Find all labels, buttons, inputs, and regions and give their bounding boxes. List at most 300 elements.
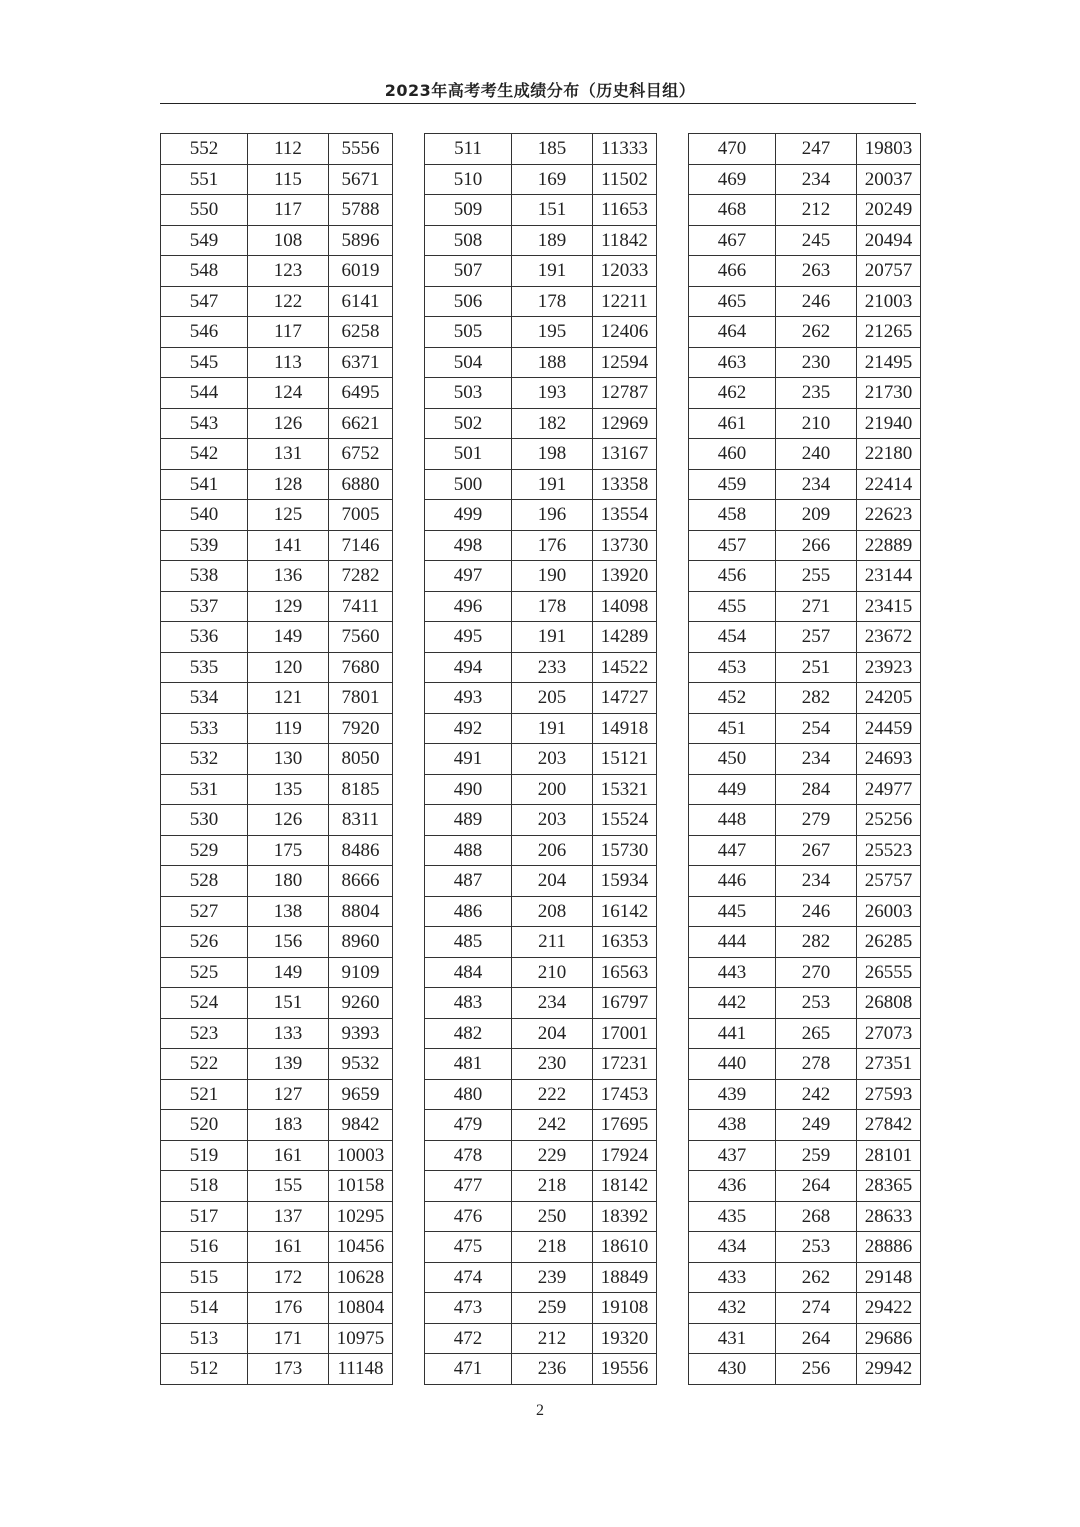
page-title: 2023年高考考生成绩分布（历史科目组） — [384, 81, 696, 100]
score-cell: 480 — [425, 1079, 512, 1110]
cumulative-cell: 7801 — [329, 683, 393, 714]
cumulative-cell: 22180 — [857, 439, 921, 470]
cumulative-cell: 18392 — [593, 1201, 657, 1232]
cumulative-cell: 16797 — [593, 988, 657, 1019]
score-cell: 449 — [689, 774, 776, 805]
cumulative-cell: 23923 — [857, 652, 921, 683]
score-cell: 432 — [689, 1293, 776, 1324]
cumulative-cell: 21003 — [857, 286, 921, 317]
cumulative-cell: 13920 — [593, 561, 657, 592]
score-cell: 534 — [161, 683, 248, 714]
score-cell: 478 — [425, 1140, 512, 1171]
count-cell: 191 — [512, 713, 593, 744]
count-cell: 209 — [776, 500, 857, 531]
score-cell: 469 — [689, 164, 776, 195]
cumulative-cell: 28633 — [857, 1201, 921, 1232]
count-cell: 178 — [512, 591, 593, 622]
count-cell: 242 — [512, 1110, 593, 1141]
cumulative-cell: 15121 — [593, 744, 657, 775]
table-row — [161, 561, 393, 592]
score-cell: 524 — [161, 988, 248, 1019]
count-cell: 259 — [512, 1293, 593, 1324]
table-row — [689, 1201, 921, 1232]
table-row — [161, 164, 393, 195]
score-cell: 511 — [425, 134, 512, 165]
cumulative-cell: 13167 — [593, 439, 657, 470]
cumulative-cell: 22889 — [857, 530, 921, 561]
count-cell: 259 — [776, 1140, 857, 1171]
count-cell: 176 — [248, 1293, 329, 1324]
score-cell: 505 — [425, 317, 512, 348]
table-row — [689, 683, 921, 714]
table-row — [689, 134, 921, 165]
cumulative-cell: 9842 — [329, 1110, 393, 1141]
cumulative-cell: 9532 — [329, 1049, 393, 1080]
score-cell: 529 — [161, 835, 248, 866]
score-cell: 442 — [689, 988, 776, 1019]
count-cell: 206 — [512, 835, 593, 866]
score-cell: 528 — [161, 866, 248, 897]
table-row — [689, 561, 921, 592]
count-cell: 171 — [248, 1323, 329, 1354]
table-row — [425, 408, 657, 439]
table-row — [425, 805, 657, 836]
count-cell: 210 — [512, 957, 593, 988]
table-row — [161, 1293, 393, 1324]
cumulative-cell: 12211 — [593, 286, 657, 317]
cumulative-cell: 14918 — [593, 713, 657, 744]
table-row — [425, 1323, 657, 1354]
count-cell: 128 — [248, 469, 329, 500]
table-row — [689, 744, 921, 775]
count-cell: 119 — [248, 713, 329, 744]
score-cell: 550 — [161, 195, 248, 226]
cumulative-cell: 24459 — [857, 713, 921, 744]
table-row — [425, 439, 657, 470]
score-cell: 431 — [689, 1323, 776, 1354]
table-row — [425, 1171, 657, 1202]
score-cell: 519 — [161, 1140, 248, 1171]
table-row — [689, 1171, 921, 1202]
count-cell: 239 — [512, 1262, 593, 1293]
count-cell: 211 — [512, 927, 593, 958]
cumulative-cell: 23144 — [857, 561, 921, 592]
table-row — [689, 164, 921, 195]
count-cell: 245 — [776, 225, 857, 256]
score-cell: 441 — [689, 1018, 776, 1049]
cumulative-cell: 15524 — [593, 805, 657, 836]
score-cell: 551 — [161, 164, 248, 195]
cumulative-cell: 29942 — [857, 1354, 921, 1385]
count-cell: 189 — [512, 225, 593, 256]
score-cell: 494 — [425, 652, 512, 683]
count-cell: 123 — [248, 256, 329, 287]
count-cell: 196 — [512, 500, 593, 531]
count-cell: 263 — [776, 256, 857, 287]
score-cell: 454 — [689, 622, 776, 653]
cumulative-cell: 7146 — [329, 530, 393, 561]
score-cell: 488 — [425, 835, 512, 866]
table-row — [689, 439, 921, 470]
cumulative-cell: 19320 — [593, 1323, 657, 1354]
cumulative-cell: 15934 — [593, 866, 657, 897]
count-cell: 182 — [512, 408, 593, 439]
count-cell: 279 — [776, 805, 857, 836]
count-cell: 204 — [512, 866, 593, 897]
score-cell: 503 — [425, 378, 512, 409]
score-cell: 517 — [161, 1201, 248, 1232]
cumulative-cell: 10628 — [329, 1262, 393, 1293]
cumulative-cell: 13554 — [593, 500, 657, 531]
score-cell: 493 — [425, 683, 512, 714]
cumulative-cell: 12969 — [593, 408, 657, 439]
count-cell: 230 — [512, 1049, 593, 1080]
score-cell: 433 — [689, 1262, 776, 1293]
cumulative-cell: 20757 — [857, 256, 921, 287]
cumulative-cell: 8311 — [329, 805, 393, 836]
cumulative-cell: 28365 — [857, 1171, 921, 1202]
table-row — [425, 1232, 657, 1263]
count-cell: 257 — [776, 622, 857, 653]
table-row — [425, 774, 657, 805]
cumulative-cell: 18142 — [593, 1171, 657, 1202]
cumulative-cell: 25757 — [857, 866, 921, 897]
cumulative-cell: 11842 — [593, 225, 657, 256]
score-cell: 444 — [689, 927, 776, 958]
table-row — [161, 744, 393, 775]
score-cell: 506 — [425, 286, 512, 317]
cumulative-cell: 7005 — [329, 500, 393, 531]
cumulative-cell: 8960 — [329, 927, 393, 958]
table-row — [689, 835, 921, 866]
table-row — [161, 134, 393, 165]
table-row — [425, 1293, 657, 1324]
count-cell: 282 — [776, 927, 857, 958]
count-cell: 121 — [248, 683, 329, 714]
cumulative-cell: 27351 — [857, 1049, 921, 1080]
score-cell: 464 — [689, 317, 776, 348]
count-cell: 218 — [512, 1232, 593, 1263]
table-row — [689, 591, 921, 622]
count-cell: 136 — [248, 561, 329, 592]
cumulative-cell: 5556 — [329, 134, 393, 165]
score-cell: 513 — [161, 1323, 248, 1354]
table-row — [161, 805, 393, 836]
count-cell: 149 — [248, 622, 329, 653]
cumulative-cell: 7411 — [329, 591, 393, 622]
count-cell: 256 — [776, 1354, 857, 1385]
table-row — [425, 927, 657, 958]
table-row — [689, 1354, 921, 1385]
count-cell: 130 — [248, 744, 329, 775]
table-row — [161, 1354, 393, 1385]
cumulative-cell: 10003 — [329, 1140, 393, 1171]
cumulative-cell: 12033 — [593, 256, 657, 287]
count-cell: 176 — [512, 530, 593, 561]
score-cell: 456 — [689, 561, 776, 592]
score-cell: 460 — [689, 439, 776, 470]
cumulative-cell: 6371 — [329, 347, 393, 378]
score-cell: 533 — [161, 713, 248, 744]
table-row — [425, 835, 657, 866]
score-cell: 501 — [425, 439, 512, 470]
cumulative-cell: 11148 — [329, 1354, 393, 1385]
cumulative-cell: 29686 — [857, 1323, 921, 1354]
cumulative-cell: 16142 — [593, 896, 657, 927]
score-cell: 540 — [161, 500, 248, 531]
score-cell: 520 — [161, 1110, 248, 1141]
cumulative-cell: 12406 — [593, 317, 657, 348]
score-cell: 481 — [425, 1049, 512, 1080]
score-cell: 466 — [689, 256, 776, 287]
cumulative-cell: 9393 — [329, 1018, 393, 1049]
cumulative-cell: 26003 — [857, 896, 921, 927]
count-cell: 191 — [512, 256, 593, 287]
table-row — [689, 1232, 921, 1263]
score-cell: 546 — [161, 317, 248, 348]
cumulative-cell: 29148 — [857, 1262, 921, 1293]
cumulative-cell: 7680 — [329, 652, 393, 683]
score-cell: 467 — [689, 225, 776, 256]
table-row — [161, 866, 393, 897]
count-cell: 155 — [248, 1171, 329, 1202]
table-row — [161, 195, 393, 226]
table-row — [161, 988, 393, 1019]
score-cell: 548 — [161, 256, 248, 287]
table-row — [689, 530, 921, 561]
count-cell: 200 — [512, 774, 593, 805]
table-row — [161, 1049, 393, 1080]
table-row — [689, 713, 921, 744]
table-row — [689, 1262, 921, 1293]
table-row — [689, 866, 921, 897]
score-cell: 512 — [161, 1354, 248, 1385]
table-row — [689, 1079, 921, 1110]
table-row — [161, 1201, 393, 1232]
cumulative-cell: 5671 — [329, 164, 393, 195]
count-cell: 124 — [248, 378, 329, 409]
cumulative-cell: 25523 — [857, 835, 921, 866]
table-row — [689, 317, 921, 348]
score-cell: 477 — [425, 1171, 512, 1202]
count-cell: 246 — [776, 286, 857, 317]
count-cell: 195 — [512, 317, 593, 348]
count-cell: 247 — [776, 134, 857, 165]
score-cell: 496 — [425, 591, 512, 622]
cumulative-cell: 21265 — [857, 317, 921, 348]
score-cell: 547 — [161, 286, 248, 317]
score-cell: 495 — [425, 622, 512, 653]
cumulative-cell: 17453 — [593, 1079, 657, 1110]
table-row — [425, 286, 657, 317]
count-cell: 135 — [248, 774, 329, 805]
table-row — [161, 439, 393, 470]
cumulative-cell: 17695 — [593, 1110, 657, 1141]
table-row — [689, 622, 921, 653]
cumulative-cell: 8666 — [329, 866, 393, 897]
score-table-1 — [160, 133, 393, 1385]
table-row — [161, 957, 393, 988]
score-cell: 544 — [161, 378, 248, 409]
score-cell: 543 — [161, 408, 248, 439]
table-row — [425, 1354, 657, 1385]
count-cell: 127 — [248, 1079, 329, 1110]
cumulative-cell: 19108 — [593, 1293, 657, 1324]
score-cell: 482 — [425, 1018, 512, 1049]
count-cell: 268 — [776, 1201, 857, 1232]
score-cell: 507 — [425, 256, 512, 287]
count-cell: 240 — [776, 439, 857, 470]
cumulative-cell: 17231 — [593, 1049, 657, 1080]
count-cell: 131 — [248, 439, 329, 470]
table-row — [425, 469, 657, 500]
table-row — [689, 896, 921, 927]
cumulative-cell: 13730 — [593, 530, 657, 561]
cumulative-cell: 16353 — [593, 927, 657, 958]
score-cell: 525 — [161, 957, 248, 988]
score-cell: 509 — [425, 195, 512, 226]
cumulative-cell: 9260 — [329, 988, 393, 1019]
count-cell: 230 — [776, 347, 857, 378]
cumulative-cell: 11333 — [593, 134, 657, 165]
count-cell: 271 — [776, 591, 857, 622]
cumulative-cell: 10158 — [329, 1171, 393, 1202]
cumulative-cell: 20037 — [857, 164, 921, 195]
table-row — [689, 408, 921, 439]
score-cell: 484 — [425, 957, 512, 988]
cumulative-cell: 6752 — [329, 439, 393, 470]
score-cell: 440 — [689, 1049, 776, 1080]
cumulative-cell: 11653 — [593, 195, 657, 226]
cumulative-cell: 8185 — [329, 774, 393, 805]
table-row — [689, 957, 921, 988]
score-cell: 535 — [161, 652, 248, 683]
score-cell: 443 — [689, 957, 776, 988]
cumulative-cell: 10975 — [329, 1323, 393, 1354]
count-cell: 112 — [248, 134, 329, 165]
table-row — [425, 866, 657, 897]
score-cell: 489 — [425, 805, 512, 836]
table-row — [161, 256, 393, 287]
count-cell: 233 — [512, 652, 593, 683]
cumulative-cell: 29422 — [857, 1293, 921, 1324]
table-row — [689, 988, 921, 1019]
cumulative-cell: 21495 — [857, 347, 921, 378]
score-cell: 487 — [425, 866, 512, 897]
count-cell: 117 — [248, 195, 329, 226]
table-row — [425, 500, 657, 531]
table-row — [425, 378, 657, 409]
table-row — [161, 1171, 393, 1202]
table-row — [425, 1201, 657, 1232]
score-cell: 504 — [425, 347, 512, 378]
count-cell: 115 — [248, 164, 329, 195]
table-row — [689, 652, 921, 683]
score-cell: 430 — [689, 1354, 776, 1385]
count-cell: 267 — [776, 835, 857, 866]
count-cell: 210 — [776, 408, 857, 439]
score-cell: 516 — [161, 1232, 248, 1263]
cumulative-cell: 27842 — [857, 1110, 921, 1141]
score-cell: 472 — [425, 1323, 512, 1354]
score-cell: 521 — [161, 1079, 248, 1110]
cumulative-cell: 10456 — [329, 1232, 393, 1263]
score-cell: 531 — [161, 774, 248, 805]
table-row — [425, 195, 657, 226]
cumulative-cell: 28886 — [857, 1232, 921, 1263]
table-row — [689, 1293, 921, 1324]
count-cell: 270 — [776, 957, 857, 988]
score-cell: 542 — [161, 439, 248, 470]
table-row — [161, 469, 393, 500]
count-cell: 264 — [776, 1171, 857, 1202]
score-cell: 470 — [689, 134, 776, 165]
count-cell: 172 — [248, 1262, 329, 1293]
cumulative-cell: 27593 — [857, 1079, 921, 1110]
cumulative-cell: 5896 — [329, 225, 393, 256]
count-cell: 191 — [512, 622, 593, 653]
table-row — [689, 1110, 921, 1141]
count-cell: 250 — [512, 1201, 593, 1232]
table-row — [425, 164, 657, 195]
count-cell: 218 — [512, 1171, 593, 1202]
table-row — [689, 286, 921, 317]
table-row — [161, 530, 393, 561]
count-cell: 139 — [248, 1049, 329, 1080]
cumulative-cell: 20249 — [857, 195, 921, 226]
cumulative-cell: 19556 — [593, 1354, 657, 1385]
cumulative-cell: 21730 — [857, 378, 921, 409]
score-cell: 437 — [689, 1140, 776, 1171]
table-row — [689, 347, 921, 378]
table-row — [425, 652, 657, 683]
count-cell: 151 — [248, 988, 329, 1019]
table-row — [161, 225, 393, 256]
count-cell: 278 — [776, 1049, 857, 1080]
score-cell: 434 — [689, 1232, 776, 1263]
cumulative-cell: 24977 — [857, 774, 921, 805]
score-cell: 491 — [425, 744, 512, 775]
table-row — [689, 469, 921, 500]
score-cell: 445 — [689, 896, 776, 927]
count-cell: 190 — [512, 561, 593, 592]
count-cell: 253 — [776, 1232, 857, 1263]
count-cell: 161 — [248, 1232, 329, 1263]
table-row — [689, 1018, 921, 1049]
score-cell: 502 — [425, 408, 512, 439]
table-row — [161, 1323, 393, 1354]
page-number: 2 — [536, 1402, 544, 1419]
cumulative-cell: 23672 — [857, 622, 921, 653]
count-cell: 198 — [512, 439, 593, 470]
score-cell: 510 — [425, 164, 512, 195]
table-row — [161, 1232, 393, 1263]
score-cell: 538 — [161, 561, 248, 592]
count-cell: 235 — [776, 378, 857, 409]
score-cell: 474 — [425, 1262, 512, 1293]
count-cell: 175 — [248, 835, 329, 866]
cumulative-cell: 6019 — [329, 256, 393, 287]
table-row — [161, 652, 393, 683]
table-row — [689, 1140, 921, 1171]
table-row — [161, 1110, 393, 1141]
score-cell: 479 — [425, 1110, 512, 1141]
cumulative-cell: 6880 — [329, 469, 393, 500]
score-cell: 438 — [689, 1110, 776, 1141]
score-cell: 461 — [689, 408, 776, 439]
table-row — [161, 683, 393, 714]
score-cell: 436 — [689, 1171, 776, 1202]
